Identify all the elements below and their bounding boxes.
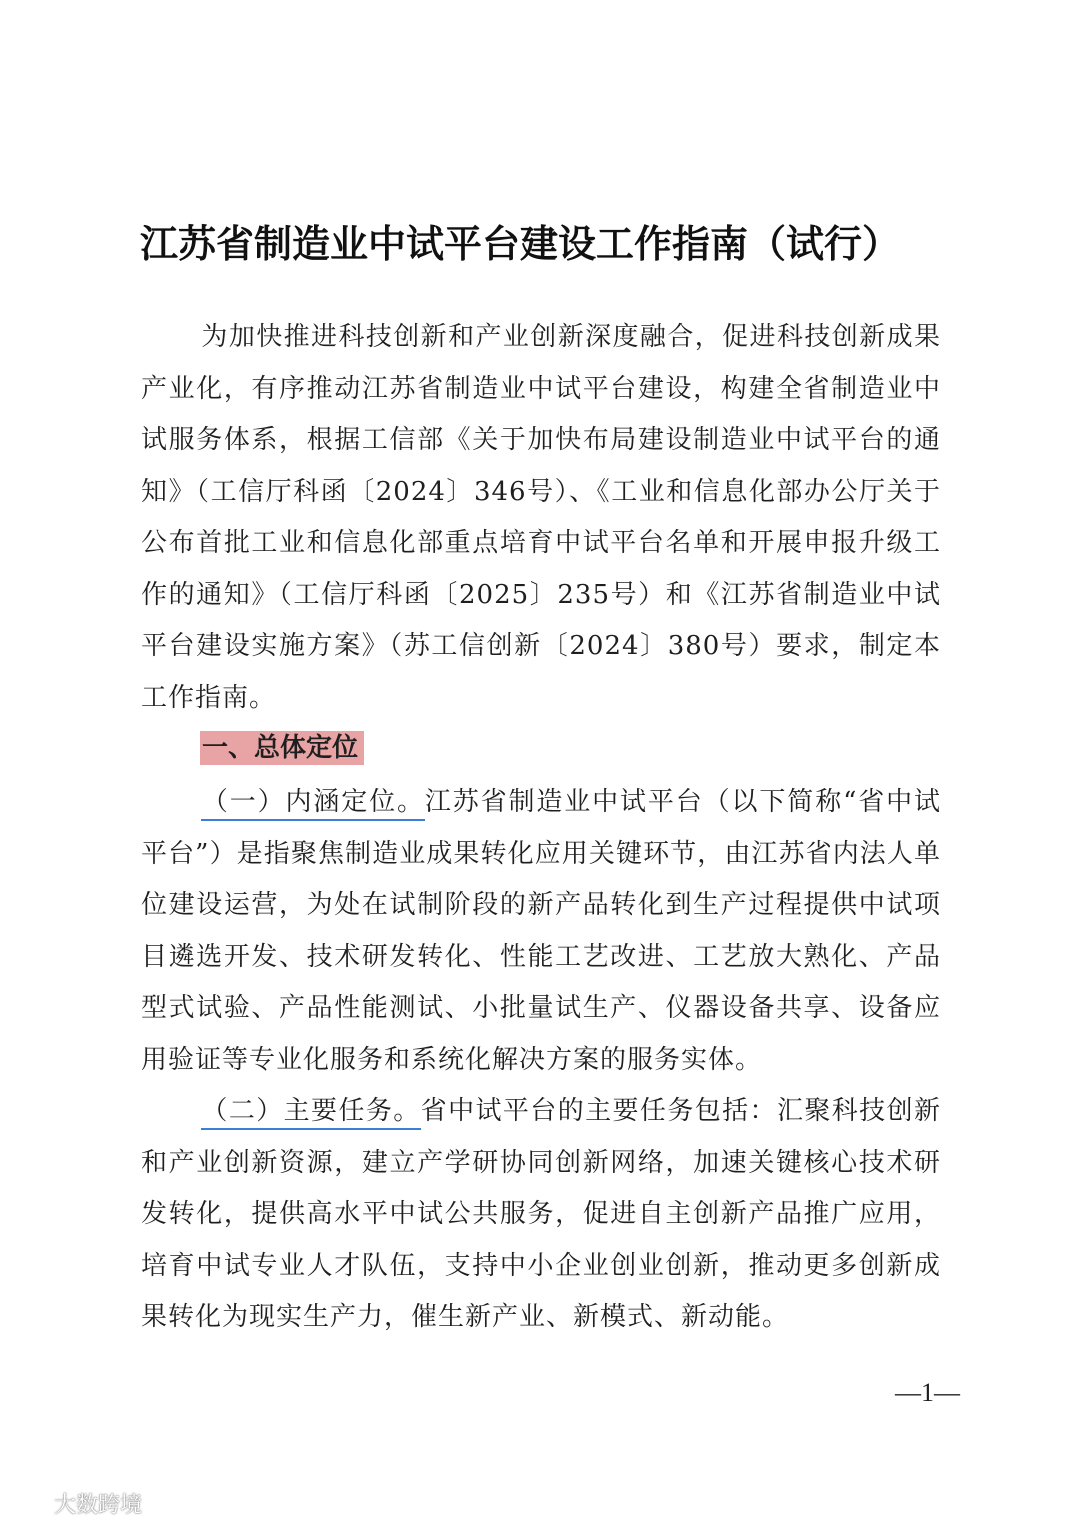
section-heading-highlight: 一、总体定位 <box>200 731 364 765</box>
watermark-text: 大数跨境 <box>54 1493 143 1518</box>
item1-paragraph <box>141 777 941 1086</box>
item2-paragraph <box>141 1086 941 1344</box>
page-number: —1— <box>895 1378 960 1407</box>
item1-text: 江苏省制造业中试平台（以下简称“省中试平台”）是指聚焦制造业成果转化应用关键环节，由江苏省内法人单位建设运营，为处在试制阶段的新产品转化到生产过程提供中试项目遴选开发、技术研发转化、性能工艺改进、工艺放大熟化、产品型式试验、产品性能测试、小批量试生产、仪器设备共享、设备应用验证等专业化服务和系统化解决方案的服务实体。 <box>141 787 941 1075</box>
item2-text: 省中试平台的主要任务包括：汇聚科技创新和产业创新资源，建立产学研协同创新网络，加速关键核心技术研发转化，提供高水平中试公共服务，促进自主创新产品推广应用，培育中试专业人才队伍，支持中小企业创业创新，推动更多创新成果转化为现实生产力，催生新产业、新模式、新动能。 <box>141 1096 941 1332</box>
document-title: 江苏省制造业中试平台建设工作指南（试行） <box>140 222 901 266</box>
chat-bubbles-icon <box>8 1493 48 1515</box>
section-heading <box>200 726 364 770</box>
intro-text: 为加快推进科技创新和产业创新深度融合，促进科技创新成果产业化，有序推动江苏省制造业中试平台建设，构建全省制造业中试服务体系，根据工信部《关于加快布局建设制造业中试平台的通知》（工信厅科函〔2024〕346号）、《工业和信息化部办公厅关于公布首批工业和信息化部重点培育中试平台名单和开展申报升级工作的通知》（工信厅科函〔2025〕235号）和《江苏省制造业中试平台建设实施方案》（苏工信创新〔2024〕380号）要求，制定本工作指南。 <box>141 322 941 713</box>
watermark <box>8 1488 142 1519</box>
item2-lead: （二）主要任务。 <box>201 1096 421 1130</box>
item1-lead: （一）内涵定位。 <box>201 787 425 821</box>
intro-paragraph <box>141 312 941 724</box>
